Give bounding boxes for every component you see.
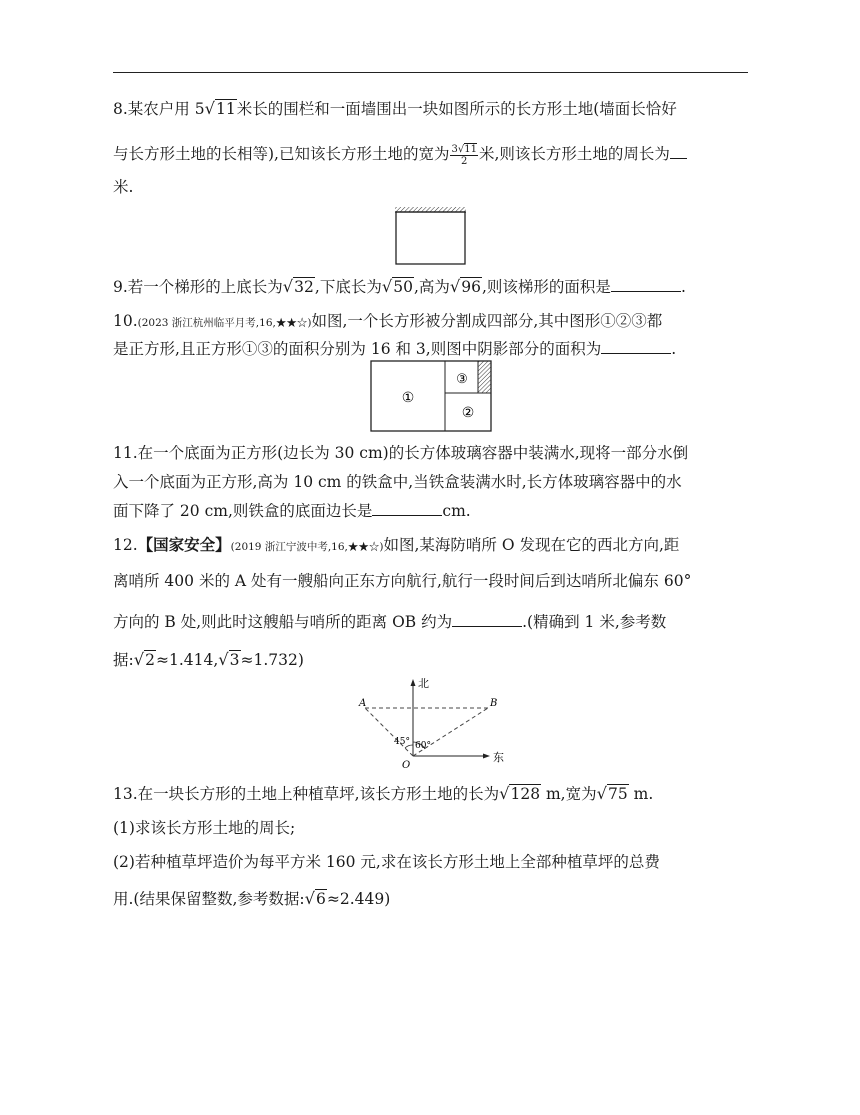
q8-fraction: $\frac{3√11}{2}$ [451, 143, 477, 167]
q11-answer-blank [372, 500, 442, 516]
q10-label-3: ③ [456, 372, 468, 387]
q12-angle-60-label: 60° [415, 741, 431, 751]
q8-line-3: 米. [113, 178, 134, 196]
q11-line-1: 11.在一个底面为正方形(边长为 30 cm)的长方体玻璃容器中装满水,现将一部分水倒 [113, 444, 689, 462]
header-rule [113, 72, 748, 73]
q9-line: 9.若一个梯形的上底长为√32,下底长为√50,高为√96,则该梯形的面积是 . [113, 277, 686, 296]
q12-point-B: B [490, 698, 498, 709]
q12-line-1: 12.【国家安全】(2019 浙江宁波中考,16,★★☆)如图,某海防哨所 O 发现在它的西北方向,距 [113, 535, 680, 554]
q12-line-3: 方向的 B 处,则此时这艘船与哨所的距离 OB 约为 .(精确到 1 米,参考数 [113, 613, 667, 631]
q10-answer-blank [601, 338, 671, 354]
q13-part-2: (2)若种植草坪造价为每平方米 160 元,求在该长方形土地上全部种植草坪的总费 [113, 853, 660, 871]
q12-angle-45-label: 45° [394, 737, 410, 747]
q10-line-2: 是正方形,且正方形①③的面积分别为 16 和 3,则图中阴影部分的面积为 . [113, 340, 677, 358]
q8-figure [393, 206, 468, 266]
q13-part-1: (1)求该长方形土地的周长; [113, 819, 296, 837]
q10-shaded-region [478, 361, 491, 393]
q12-north-arrow [411, 679, 416, 686]
q12-point-A: A [359, 698, 367, 709]
q10-figure [370, 360, 492, 432]
q12-figure [355, 678, 515, 770]
q12-east-label: 东 [493, 751, 504, 764]
q11-line-3: 面下降了 20 cm,则铁盒的底面边长是 cm. [113, 502, 471, 520]
q8-line-2: 与长方形土地的长相等),已知该长方形土地的宽为 $\frac{3√11}{2}$ 米,则该长方形土地的周长为 [113, 143, 687, 167]
q12-north-label: 北 [418, 678, 429, 690]
q12-answer-blank [452, 611, 522, 627]
q12-line-2: 离哨所 400 米的 A 处有一艘船向正东方向航行,航行一段时间后到达哨所北偏东 60° [113, 572, 692, 590]
q8-wall-hatch [395, 207, 466, 212]
q12-east-arrow [483, 754, 490, 759]
q9-answer-blank [611, 276, 681, 292]
q12-line-OA [365, 708, 413, 756]
q8-line-1: 8.某农户用 5√11米长的围栏和一面墙围出一块如图所示的长方形土地(墙面长恰好 [113, 99, 677, 118]
q8-rectangle [396, 212, 465, 264]
q10-label-2: ② [461, 405, 475, 421]
q10-label-1: ① [401, 390, 415, 406]
q11-line-2: 入一个底面为正方形,高为 10 cm 的铁盒中,当铁盒装满水时,长方体玻璃容器中的水 [113, 473, 682, 491]
q10-line-1: 10.(2023 浙江杭州临平月考,16,★★☆)如图,一个长方形被分割成四部分,其中图形①②③都 [113, 312, 663, 330]
q12-point-O: O [402, 760, 411, 770]
q13-line-1: 13.在一块长方形的土地上种植草坪,该长方形土地的长为√128 m,宽为√75 m. [113, 784, 654, 803]
q13-part-2-cont: 用.(结果保留整数,参考数据:√6≈2.449) [113, 889, 391, 908]
q12-line-4: 据:√2≈1.414,√3≈1.732) [113, 650, 304, 669]
q8-answer-blank [670, 143, 687, 159]
